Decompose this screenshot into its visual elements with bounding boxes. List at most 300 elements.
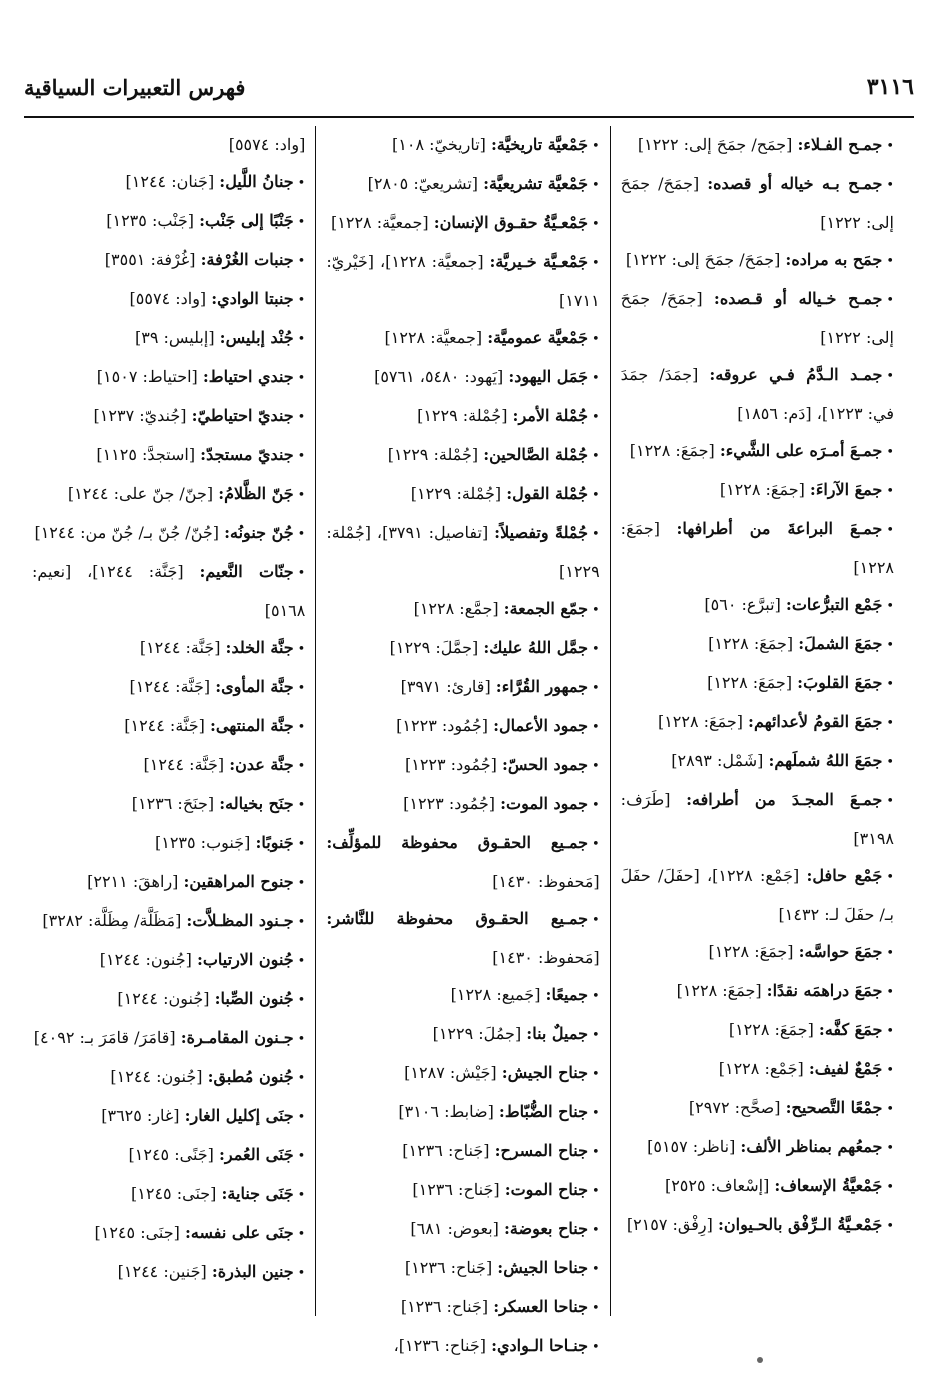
index-entry	[326, 514, 599, 590]
entry-term: جمَعَ القومُ لأعدائهم:	[748, 712, 883, 731]
entry-term: جنانُ اللَّيل:	[219, 172, 294, 191]
entry-reference: [جَناح: ١٢٣٦]	[412, 1180, 500, 1199]
bullet-icon: •	[297, 1071, 306, 1086]
column-right	[611, 126, 904, 1316]
index-entry	[326, 900, 599, 976]
entry-term: جمَعَ دراهمَه نقدًا:	[766, 981, 883, 1000]
bullet-icon: •	[297, 293, 306, 308]
index-entry	[326, 165, 599, 204]
entry-reference: [جَنين: ١٢٤٤]	[117, 1262, 207, 1281]
entry-reference: [جمَعَ: ١٢٢٨]	[676, 981, 762, 1000]
entry-term: جَمْعيَّة تشريعيَّة:	[483, 174, 588, 193]
index-entry	[621, 742, 894, 781]
entry-reference: [بعوض: ٦٨١]	[410, 1219, 499, 1238]
entry-term: جنَى على نفسه:	[184, 1223, 294, 1242]
index-entry	[32, 1175, 305, 1214]
bullet-icon: •	[886, 254, 894, 269]
index-entry	[32, 475, 305, 514]
index-entry	[621, 972, 894, 1011]
bullet-icon: •	[886, 369, 894, 384]
index-entry	[621, 471, 894, 510]
entry-reference: [غُرْفة: ٣٥٥١]	[104, 250, 196, 269]
entry-reference: [جمَّع: ١٢٢٨]	[413, 599, 499, 618]
entry-term: جُنْد إبليس:	[219, 328, 294, 347]
entry-reference: [مَظَلَّة/ مِظَلَّة: ٣٢٨٢]	[42, 911, 182, 930]
entry-reference: [احتياط: ١٥٠٧]	[96, 367, 198, 386]
entry-reference: [جَمْع: ١٢٢٨]، [حفَلَ/ حفَلَ بـ/ حفَلَ لـ: ١٤٣٢]	[620, 866, 894, 924]
index-entry	[32, 1097, 305, 1136]
entry-reference: [جَنًى: ١٢٤٥]	[128, 1145, 214, 1164]
entries-list-right	[621, 126, 894, 1245]
bullet-icon: •	[886, 1063, 894, 1078]
entry-term: جناح الجيش:	[501, 1063, 588, 1082]
bullet-icon: •	[592, 1145, 600, 1160]
page-number: ٣١١٦	[866, 74, 914, 100]
bullet-icon: •	[592, 798, 600, 813]
entry-reference: [جمَعَ: ١٢٢٨]	[708, 634, 794, 653]
bullet-icon: •	[297, 176, 306, 191]
column-left	[22, 126, 316, 1316]
index-entry	[326, 243, 599, 319]
entry-term: جميلٌ بنا:	[526, 1024, 588, 1043]
entry-term: جَمْعٌ لفيف:	[808, 1059, 883, 1078]
entry-reference: [جمَعَ: ١٢٢٨]	[620, 519, 894, 577]
index-entry	[326, 746, 599, 785]
entry-reference: [راهقَ: ٢٢١١]	[87, 872, 179, 891]
bullet-icon: •	[297, 215, 306, 230]
entry-reference: [جُمْلة: ١٢٢٩]	[410, 484, 502, 503]
entry-reference: [جُنون: ١٢٤٤]	[117, 989, 210, 1008]
entry-reference: [جنَحَ: ١٢٣٦]	[131, 794, 215, 813]
index-entry	[32, 280, 305, 319]
entry-reference: [واد: ٥٥٧٤]	[228, 135, 306, 154]
entry-reference: [جَنَّة: ١٢٤٤]	[139, 638, 221, 657]
entry-term: جمهور القُرَّاء:	[495, 677, 588, 696]
entry-reference: [جمُلَ: ١٢٢٩]	[432, 1024, 522, 1043]
entry-term: جنّات النَّعيم:	[199, 562, 294, 581]
bullet-icon: •	[592, 217, 600, 232]
entry-reference: [جَنَّة: ١٢٤٤]	[143, 755, 225, 774]
entry-term: جُنون مُطبق:	[207, 1067, 294, 1086]
entry-term: جمَح به مراده:	[785, 250, 883, 269]
entry-reference: [مَحفوظ: ١٤٣٠]	[492, 948, 600, 967]
entry-term: جُمْلةً وتفصيلاً:	[494, 523, 589, 542]
index-entry	[621, 586, 894, 625]
entry-reference: [جَمْع: ١٢٢٨]	[718, 1059, 804, 1078]
index-entry	[32, 163, 305, 202]
index-entry	[32, 319, 305, 358]
index-entry	[326, 358, 599, 397]
entry-reference: [قارئ: ٣٩٧١]	[400, 677, 491, 696]
entry-term: جـنود المظـلاَّت:	[186, 911, 294, 930]
entry-reference: [ناظر: ٥١٥٧]	[647, 1137, 736, 1156]
bullet-icon: •	[297, 410, 306, 425]
entry-term: جَمْع التبرُّعات:	[785, 595, 883, 614]
entry-term: جنَّة عدن:	[229, 755, 294, 774]
index-entry	[621, 1011, 894, 1050]
entry-reference: [جَنوب: ١٢٣٥]	[154, 833, 251, 852]
bullet-icon: •	[297, 449, 306, 464]
entry-reference: [قامَرَ/ قامَرَ بـ: ٤٠٩٢]	[33, 1028, 176, 1047]
entry-term: جمـد الـدَّمُ فـي عروقه:	[709, 365, 883, 384]
entry-term: جناح الموت:	[504, 1180, 588, 1199]
entry-reference: [جمَحَ/ جمَحَ إلى: ١٢٢٢]	[620, 289, 894, 347]
entry-term: جمـح خـياله أو قـصده:	[713, 289, 883, 308]
entry-term: جمعُهم بمناظر الألف:	[740, 1137, 883, 1156]
bullet-icon: •	[297, 488, 306, 503]
index-entry	[32, 1253, 305, 1292]
index-entry	[326, 629, 599, 668]
bullet-icon: •	[886, 523, 894, 538]
index-entry	[32, 863, 305, 902]
bullet-icon: •	[592, 913, 600, 928]
entry-term: جَمَل اليهود:	[508, 367, 588, 386]
index-entry	[621, 1089, 894, 1128]
bullet-icon: •	[297, 371, 306, 386]
entry-term: جمود الأعمال:	[493, 716, 588, 735]
index-entry	[32, 397, 305, 436]
entry-term: جناح بعوضة:	[504, 1219, 588, 1238]
index-entry	[32, 980, 305, 1019]
entry-reference: [جُمُود: ١٢٢٣]	[403, 794, 495, 813]
index-entry	[32, 746, 305, 785]
entry-reference: [جمَدَ/ جمَدَ في: ١٢٢٣]، [دَم: ١٨٥٦]	[620, 365, 894, 423]
entry-term: جنبتا الوادي:	[211, 289, 294, 308]
bullet-icon: •	[592, 1106, 600, 1121]
entry-term: جمَعَ حواسَّه:	[798, 942, 883, 961]
bullet-icon: •	[886, 794, 894, 809]
entry-reference: [جَنان: ١٢٤٤]	[125, 172, 215, 191]
entry-term: جنين البذرة:	[211, 1262, 294, 1281]
index-entry	[326, 590, 599, 629]
entry-term: جمّع الجمعة:	[503, 599, 588, 618]
entry-reference: [جمعيَّة: ١٢٢٨]، [خَيْريّ: ١٧١١]	[326, 252, 600, 310]
entry-term: جمود الحسّ:	[501, 755, 588, 774]
entry-reference: [إسْعاف: ٢٥٢٥]	[664, 1176, 770, 1195]
bullet-icon: •	[592, 837, 600, 852]
bullet-icon: •	[886, 1141, 894, 1156]
bullet-icon: •	[886, 178, 895, 193]
bullet-icon: •	[297, 837, 306, 852]
entry-term: جمود الموت:	[500, 794, 588, 813]
entry-term: جنَّة المأوى:	[215, 677, 294, 696]
entry-term: جندي احتياط:	[202, 367, 294, 386]
bullet-icon: •	[886, 599, 894, 614]
bullet-icon: •	[592, 371, 600, 386]
index-entry	[326, 668, 599, 707]
entry-term: جمعَ الآراءَ:	[809, 480, 883, 499]
entry-term: جمْعًا التَّصحيح:	[785, 1098, 883, 1117]
entry-term: جُنون الارتياب:	[196, 950, 294, 969]
bullet-icon: •	[592, 681, 600, 696]
entry-reference: [جَنَّة: ١٢٤٤]، [نعيم: ٥١٦٨]	[32, 562, 306, 620]
entry-reference: [جَنَّة: ١٢٤٤]	[124, 716, 205, 735]
entry-term: جَمْعـيَّةُ الـرِّفْق بالحـيوان:	[717, 1215, 883, 1234]
bullet-icon: •	[886, 1024, 894, 1039]
entry-reference: [جُمْلة: ١٢٢٩]	[387, 445, 479, 464]
entry-reference: [جَميع: ١٢٢٨]	[450, 985, 541, 1004]
bullet-icon: •	[297, 954, 306, 969]
index-entry	[32, 126, 305, 163]
entry-reference: [غار: ٣٦٢٥]	[101, 1106, 180, 1125]
bullet-icon: •	[592, 332, 600, 347]
entry-term: جُمْلة الصَّالحين:	[483, 445, 588, 464]
bullet-icon: •	[592, 759, 600, 774]
entries-list-left	[32, 126, 305, 1292]
bullet-icon: •	[886, 1180, 894, 1195]
page-title: فهرس التعبيرات السياقية	[24, 75, 246, 100]
index-entry	[326, 976, 599, 1015]
entry-reference: [جُمُود: ١٢٢٣]	[404, 755, 497, 774]
entry-term: جَنَى العُمر:	[219, 1145, 294, 1164]
index-entry	[32, 358, 305, 397]
bullet-icon: •	[297, 566, 306, 581]
bullet-icon: •	[886, 755, 894, 770]
entry-term: جُمْلة الأمر:	[512, 406, 588, 425]
index-entry	[326, 319, 599, 358]
entry-term: جنوح المراهقين:	[183, 872, 294, 891]
entry-term: جنديّ مستجدّ:	[200, 445, 294, 464]
entry-term: جمـعَ المجـدَ من أطرافه:	[686, 790, 883, 809]
entry-term: جناح الضُّبّاط:	[498, 1102, 588, 1121]
entry-reference: [رِفْق: ٢١٥٧]	[626, 1215, 713, 1234]
entry-reference: [جُنّ/ جُنّ بـ/ جُنّ من: ١٢٤٤]	[34, 523, 220, 542]
entry-reference: [جنّ/ جنّ على: ١٢٤٤]	[67, 484, 214, 503]
entry-reference: [جمَعَ: ١٢٢٨]	[707, 673, 793, 692]
index-entry	[326, 1327, 599, 1366]
bullet-icon: •	[592, 139, 600, 154]
index-entry	[621, 625, 894, 664]
entry-reference: [جَناح: ١٢٣٦]	[404, 1258, 493, 1277]
entry-term: جنـاحا الـوادي:	[491, 1336, 588, 1355]
bullet-icon: •	[592, 1223, 600, 1238]
entry-reference: [واد: ٥٥٧٤]	[129, 289, 207, 308]
index-entry	[621, 781, 894, 857]
entry-term: جمَعَ القلوبَ:	[797, 673, 883, 692]
bullet-icon: •	[297, 1032, 306, 1047]
index-entry	[32, 436, 305, 475]
entry-reference: [جمَعَ: ١٢٢٨]	[719, 480, 805, 499]
index-entry	[621, 280, 894, 356]
header-rule	[24, 116, 914, 118]
index-entry	[32, 241, 305, 280]
entry-term: جَنوبًا:	[255, 833, 294, 852]
index-entry	[32, 1019, 305, 1058]
entry-term: جميعًا:	[545, 985, 588, 1004]
bullet-icon: •	[886, 445, 894, 460]
bullet-icon: •	[297, 1188, 306, 1203]
entry-term: جنديّ احتياطيّ:	[191, 406, 294, 425]
index-entry	[32, 1058, 305, 1097]
bullet-icon: •	[886, 638, 894, 653]
entry-reference: [جمعيَّة: ١٢٢٨]	[331, 213, 429, 232]
index-entry	[32, 668, 305, 707]
entry-term: جناحا الجيش:	[497, 1258, 588, 1277]
bullet-icon: •	[886, 870, 894, 885]
entry-term: جمـح بـه خياله أو قصده:	[707, 174, 883, 193]
bullet-icon: •	[297, 915, 306, 930]
bullet-icon: •	[297, 332, 306, 347]
bullet-icon: •	[297, 798, 306, 813]
bullet-icon: •	[886, 716, 894, 731]
entry-reference: [جمَّلَ: ١٢٢٩]	[389, 638, 479, 657]
page-header	[24, 60, 914, 100]
entry-term: جَمْع حافل:	[806, 866, 883, 885]
entry-term: جناح المسرح:	[494, 1141, 588, 1160]
entry-term: جَمْعـيَّة خـيريَّة:	[489, 252, 589, 271]
bullet-icon: •	[297, 642, 306, 657]
entry-term: جمَعَ كفَّه:	[818, 1020, 883, 1039]
index-entry	[32, 514, 305, 553]
entry-term: جَنّ الظَّلامُ:	[218, 484, 294, 503]
entry-reference: [جمَعَ: ١٢٢٨]	[657, 712, 743, 731]
entry-term: جنَّة الخلد:	[225, 638, 294, 657]
index-entry	[32, 629, 305, 668]
entry-term: جُنّ جنونُه:	[224, 523, 294, 542]
entry-reference: [يَهود: ٥٤٨٠، ٥٧٦١]	[374, 367, 504, 386]
bullet-icon: •	[886, 677, 894, 692]
entry-reference: [جمَحَ/ جمَحَ إلى: ١٢٢٢]	[625, 250, 781, 269]
index-entry	[621, 703, 894, 742]
bullet-icon: •	[592, 1301, 600, 1316]
entry-reference: [جُمُود: ١٢٢٣]	[396, 716, 489, 735]
entry-term: جـنون المقامـرة:	[180, 1028, 294, 1047]
index-entry	[326, 1210, 599, 1249]
bullet-icon: •	[592, 1184, 600, 1199]
entry-term: جُنون الصِّبا:	[214, 989, 294, 1008]
bullet-icon: •	[592, 1340, 600, 1355]
index-entry	[32, 941, 305, 980]
entry-reference: [جُمْلة: ١٢٢٩]	[417, 406, 508, 425]
bullet-icon: •	[297, 720, 306, 735]
index-entry	[326, 126, 599, 165]
bullet-icon: •	[592, 642, 600, 657]
entry-reference: [تفاصيل: ٣٧٩١]، [جُمْلة: ١٢٢٩]	[326, 523, 600, 581]
index-entry	[621, 664, 894, 703]
index-entry	[326, 475, 599, 514]
index-entry	[326, 1288, 599, 1327]
entry-term: جمَعَ الشملَ:	[798, 634, 883, 653]
index-entry	[621, 857, 894, 933]
bullet-icon: •	[297, 1110, 306, 1125]
bullet-icon: •	[297, 993, 306, 1008]
bullet-icon: •	[297, 527, 306, 542]
entry-term: جَنَى جناية:	[221, 1184, 294, 1203]
index-entry	[621, 1050, 894, 1089]
index-entry	[326, 1171, 599, 1210]
index-entry	[32, 824, 305, 863]
bullet-icon: •	[297, 1149, 306, 1164]
bullet-icon: •	[886, 139, 894, 154]
index-entry	[326, 707, 599, 746]
bullet-icon: •	[297, 681, 306, 696]
entry-term: جَمْعيَّة عموميَّة:	[487, 328, 588, 347]
entry-reference: [صحَّح: ٢٩٧٢]	[688, 1098, 781, 1117]
entry-reference: [طَرَف: ٣١٩٨]	[620, 790, 894, 848]
index-entry	[621, 1128, 894, 1167]
index-entry	[32, 1136, 305, 1175]
entry-reference: [ضابط: ٣١٠٦]	[398, 1102, 494, 1121]
entry-reference: [تشريعيّ: ٢٨٠٥]	[367, 174, 479, 193]
bullet-icon: •	[886, 985, 894, 1000]
index-entry	[326, 436, 599, 475]
index-entry	[326, 1054, 599, 1093]
index-entry	[621, 356, 894, 432]
index-entry	[621, 432, 894, 471]
bullet-icon: •	[592, 1262, 600, 1277]
bullet-icon: •	[592, 178, 600, 193]
bullet-icon: •	[297, 254, 306, 269]
bullet-icon: •	[592, 1028, 600, 1043]
entry-term: جمـح الفـلاء:	[797, 135, 883, 154]
bullet-icon: •	[886, 946, 894, 961]
index-entry	[621, 126, 894, 165]
bullet-icon: •	[886, 1102, 894, 1117]
bullet-icon: •	[297, 1266, 306, 1281]
entry-term: جمـيع الحقـوق محفوظة للمؤلِّف:	[326, 833, 588, 852]
entry-reference: [استجدَّ: ١١٢٥]	[96, 445, 196, 464]
entry-reference: [جنَى: ١٢٤٥]	[131, 1184, 217, 1203]
entry-term: جمَّل اللهُ عليك:	[483, 638, 588, 657]
bullet-icon: •	[592, 603, 600, 618]
entry-reference: [جُنون: ١٢٤٤]	[110, 1067, 203, 1086]
entry-term: جنَح بخياله:	[219, 794, 294, 813]
index-entry	[326, 1093, 599, 1132]
entry-term: جمَعَ اللهُ شملَهم:	[768, 751, 883, 770]
index-entry	[32, 785, 305, 824]
entries-list-middle	[326, 126, 599, 1366]
entry-reference: [جُنديّ: ١٢٣٧]	[93, 406, 187, 425]
bullet-icon: •	[297, 876, 306, 891]
entry-reference: [جَناح: ١٢٣٦]	[400, 1297, 489, 1316]
bullet-icon: •	[886, 1219, 894, 1234]
entry-reference: [جمَح/ جمَحَ إلى: ١٢٢٢]	[637, 135, 793, 154]
bullet-icon: •	[592, 256, 600, 271]
index-entry	[621, 1206, 894, 1245]
bullet-icon: •	[592, 527, 600, 542]
entry-reference: [إبليس: ٣٩]	[134, 328, 215, 347]
bullet-icon: •	[886, 484, 894, 499]
entry-term: جنبات الغُرْفة:	[200, 250, 294, 269]
index-entry	[326, 785, 599, 824]
entry-reference: [جَناح: ١٢٣٦]،	[393, 1336, 487, 1355]
index-entry	[621, 241, 894, 280]
column-middle	[316, 126, 610, 1355]
bullet-icon: •	[592, 720, 600, 735]
index-entry	[621, 510, 894, 586]
bullet-icon: •	[592, 410, 600, 425]
entry-term: جمـعَ أمـرَه على الشَّيء:	[719, 441, 883, 460]
index-entry	[32, 202, 305, 241]
index-entry	[32, 553, 305, 629]
entry-reference: [جَيْش: ١٢٨٧]	[404, 1063, 497, 1082]
entry-reference: [مَحفوظ: ١٤٣٠]	[492, 872, 600, 891]
page-mark	[757, 1357, 763, 1363]
entry-reference: [جمعيَّة: ١٢٢٨]	[384, 328, 483, 347]
index-entry	[621, 165, 894, 241]
index-entry	[326, 397, 599, 436]
entry-term: جناحا العسكر:	[493, 1297, 588, 1316]
index-entry	[326, 1132, 599, 1171]
entry-term: جنَّة المنتهى:	[209, 716, 294, 735]
entry-reference: [جَنَّة: ١٢٤٤]	[129, 677, 211, 696]
bullet-icon: •	[592, 989, 600, 1004]
index-entry	[32, 902, 305, 941]
entry-term: جَمْعـيَّةُ حقـوق الإنسان:	[433, 213, 588, 232]
bullet-icon: •	[886, 293, 895, 308]
index-entry	[326, 204, 599, 243]
index-columns	[22, 126, 904, 1355]
